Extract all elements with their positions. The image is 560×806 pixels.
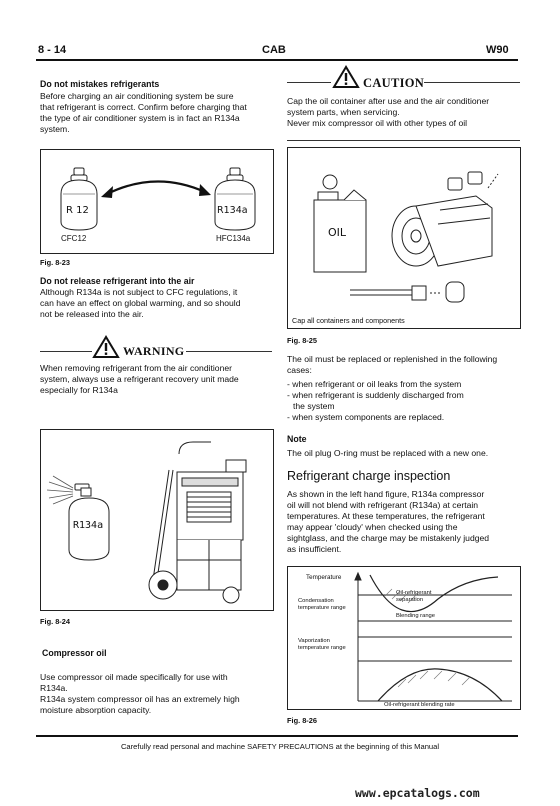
condensation-label: Condensation temperature range <box>298 598 346 611</box>
list-item: - when refrigerant or oil leaks from the system <box>287 379 462 389</box>
list-item: - when system components are replaced. <box>287 412 445 422</box>
inspection-body: As shown in the left hand figure, R134a compressor oil will not blend with refrigerant (R134a) at certain temperatures. At these temperatures, the refrigerant may appear 'cloudy' when checked using the sightglass, and the charge may be mistakenly judged as insufficient. <box>287 489 490 554</box>
separation-label: Oil-refrigerant separation <box>396 590 432 603</box>
warning-right-rule <box>186 351 272 352</box>
release-title: Do not release refrigerant into the air <box>40 276 195 286</box>
figure-8-25 <box>287 147 521 329</box>
fig-8-25-caption: Cap all containers and components <box>292 316 405 325</box>
warning-triangle-icon <box>94 337 118 357</box>
replace-list <box>287 379 523 423</box>
footer-notice: Carefully read personal and machine SAFETY PRECAUTIONS at the beginning of this Manual <box>120 742 440 751</box>
temperature-label: Temperature <box>306 574 342 581</box>
spray-lines <box>47 476 73 504</box>
warning-left-rule <box>40 351 92 352</box>
cfc12-caption: CFC12 <box>61 234 87 243</box>
r12-bottle <box>61 168 97 230</box>
fig-8-26-label: Fig. 8-26 <box>287 716 317 725</box>
caution-bottom-rule <box>287 140 520 141</box>
r134a-bottle-label: R134a <box>217 205 248 216</box>
section-title: CAB <box>262 44 286 56</box>
figure-8-23 <box>40 149 274 254</box>
fig-8-25-label: Fig. 8-25 <box>287 336 317 345</box>
caution-left-rule <box>287 82 331 83</box>
replace-intro: The oil must be replaced or replenished in the following cases: <box>287 354 498 375</box>
compressor-oil-body: Use compressor oil made specifically for use with R134a. R134a system compressor oil has an extremely high moisture absorption capacity. <box>40 672 240 715</box>
r134a-spray-bottle-label: R134a <box>73 520 104 531</box>
caution-triangle-icon <box>334 67 358 87</box>
footer-rule <box>36 735 518 737</box>
double-arrow-icon <box>107 181 205 194</box>
oil-can-label: OIL <box>328 226 347 239</box>
oil-can <box>314 175 366 272</box>
hfc134a-caption: HFC134a <box>216 234 251 243</box>
figure-8-26 <box>287 566 521 710</box>
blending-rate-label: Oil-refrigerant blending rate <box>384 702 455 708</box>
compressor <box>392 172 498 266</box>
lower-separation-curve <box>378 669 502 701</box>
upper-separation-curve <box>370 575 498 612</box>
compressor-oil-title: Compressor oil <box>42 648 107 658</box>
blending-range-label: Blending range <box>396 613 435 619</box>
note-title: Note <box>287 434 307 444</box>
refrigerant-title: Do not mistakes refrigerants <box>40 79 160 89</box>
r134a-bottle <box>215 168 255 230</box>
fig-8-23-label: Fig. 8-23 <box>40 258 70 267</box>
figure-8-24 <box>40 429 274 611</box>
release-body: Although R134a is not subject to CFC regulations, it can have an effect on global warming, and so should not be released into the air. <box>40 287 241 319</box>
capped-components-illustration <box>288 148 520 328</box>
warning-label: WARNING <box>123 344 185 358</box>
caution-body: Cap the oil container after use and the air conditioner system parts, when servicing. Never mix compressor oil with other types of oil <box>287 96 490 128</box>
pipe-with-cap <box>350 282 464 302</box>
fig-8-24-label: Fig. 8-24 <box>40 617 70 626</box>
refrigerant-body: Before charging an air conditioning system be sure that refrigerant is correct. Confirm before charging that the type of air conditioner system is in fact an R134a system. <box>40 91 247 134</box>
inspection-title: Refrigerant charge inspection <box>287 469 451 483</box>
recovery-unit <box>149 442 246 603</box>
model-name: W90 <box>486 44 509 56</box>
list-item: the system <box>293 401 335 411</box>
watermark: www.epcatalogs.com <box>355 786 480 800</box>
vaporization-label: Vaporization temperature range <box>298 638 346 651</box>
caution-right-rule <box>424 82 520 83</box>
r12-bottle-label: R 12 <box>66 205 89 216</box>
header-rule <box>36 59 518 61</box>
note-body: The oil plug O-ring must be replaced with a new one. <box>287 448 489 458</box>
page-number: 8 - 14 <box>38 44 67 56</box>
list-item: - when refrigerant is suddenly discharged from <box>287 390 464 400</box>
warning-body: When removing refrigerant from the air conditioner system, always use a refrigerant recovery unit made especially for R134a <box>40 363 239 395</box>
caution-label: CAUTION <box>363 76 425 90</box>
